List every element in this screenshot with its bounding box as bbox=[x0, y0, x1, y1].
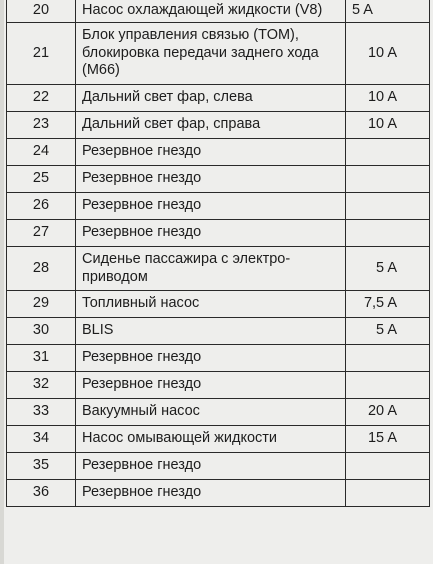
fuse-number: 25 bbox=[7, 166, 76, 193]
fuse-number: 21 bbox=[7, 23, 76, 85]
fuse-rating: 10 A bbox=[346, 23, 430, 85]
page-edge bbox=[0, 0, 4, 564]
fuse-rating bbox=[346, 453, 430, 480]
fuse-rating bbox=[346, 220, 430, 247]
fuse-description: Резервное гнездо bbox=[76, 193, 346, 220]
fuse-number: 20 bbox=[7, 0, 76, 23]
fuse-description: Резервное гнездо bbox=[76, 220, 346, 247]
fuse-description: BLIS bbox=[76, 318, 346, 345]
fuse-rating bbox=[346, 166, 430, 193]
fuse-number: 32 bbox=[7, 372, 76, 399]
fuse-rating: 15 A bbox=[346, 426, 430, 453]
fuse-number: 23 bbox=[7, 112, 76, 139]
fuse-number: 35 bbox=[7, 453, 76, 480]
fuse-rating: 5 A bbox=[346, 247, 430, 291]
fuse-rating: 10 A bbox=[346, 85, 430, 112]
fuse-description: Насос охлаждающей жидкости (V8) bbox=[76, 0, 346, 23]
fuse-number: 27 bbox=[7, 220, 76, 247]
fuse-rating: 5 A bbox=[346, 0, 430, 23]
table-row bbox=[7, 345, 430, 372]
table-row bbox=[7, 139, 430, 166]
table-row bbox=[7, 453, 430, 480]
fuse-number: 33 bbox=[7, 399, 76, 426]
fuse-description: Блок управления связью (TOM), блокировка передачи заднего хода (M66) bbox=[76, 23, 346, 85]
fuse-rating: 5 A bbox=[346, 318, 430, 345]
fuse-number: 30 bbox=[7, 318, 76, 345]
fuse-rating: 20 A bbox=[346, 399, 430, 426]
fuse-description: Резервное гнездо bbox=[76, 453, 346, 480]
fuse-description: Резервное гнездо bbox=[76, 345, 346, 372]
table-row bbox=[7, 247, 430, 291]
table-row bbox=[7, 85, 430, 112]
fuse-number: 28 bbox=[7, 247, 76, 291]
fuse-description: Вакуумный насос bbox=[76, 399, 346, 426]
fuse-number: 34 bbox=[7, 426, 76, 453]
fuse-description: Насос омывающей жидкости bbox=[76, 426, 346, 453]
table-row bbox=[7, 426, 430, 453]
table-row bbox=[7, 0, 430, 23]
fuse-number: 36 bbox=[7, 480, 76, 507]
fuse-description: Резервное гнездо bbox=[76, 139, 346, 166]
fuse-description: Топливный насос bbox=[76, 291, 346, 318]
fuse-table bbox=[6, 0, 430, 507]
fuse-rating: 7,5 A bbox=[346, 291, 430, 318]
fuse-description: Резервное гнездо bbox=[76, 372, 346, 399]
table-row bbox=[7, 166, 430, 193]
fuse-rating bbox=[346, 372, 430, 399]
fuse-number: 31 bbox=[7, 345, 76, 372]
fuse-description: Сиденье пассажира с электро-приводом bbox=[76, 247, 346, 291]
table-row bbox=[7, 112, 430, 139]
fuse-rating bbox=[346, 193, 430, 220]
fuse-rating bbox=[346, 345, 430, 372]
table-row bbox=[7, 372, 430, 399]
fuse-number: 26 bbox=[7, 193, 76, 220]
table-row bbox=[7, 220, 430, 247]
fuse-number: 29 bbox=[7, 291, 76, 318]
fuse-rating bbox=[346, 139, 430, 166]
table-row bbox=[7, 23, 430, 85]
fuse-number: 24 bbox=[7, 139, 76, 166]
fuse-description: Дальний свет фар, слева bbox=[76, 85, 346, 112]
fuse-description: Дальний свет фар, справа bbox=[76, 112, 346, 139]
table-row bbox=[7, 291, 430, 318]
fuse-rating bbox=[346, 480, 430, 507]
table-row bbox=[7, 399, 430, 426]
table-row bbox=[7, 318, 430, 345]
table-row bbox=[7, 193, 430, 220]
table-row bbox=[7, 480, 430, 507]
fuse-rating: 10 A bbox=[346, 112, 430, 139]
fuse-description: Резервное гнездо bbox=[76, 480, 346, 507]
fuse-number: 22 bbox=[7, 85, 76, 112]
fuse-description: Резервное гнездо bbox=[76, 166, 346, 193]
